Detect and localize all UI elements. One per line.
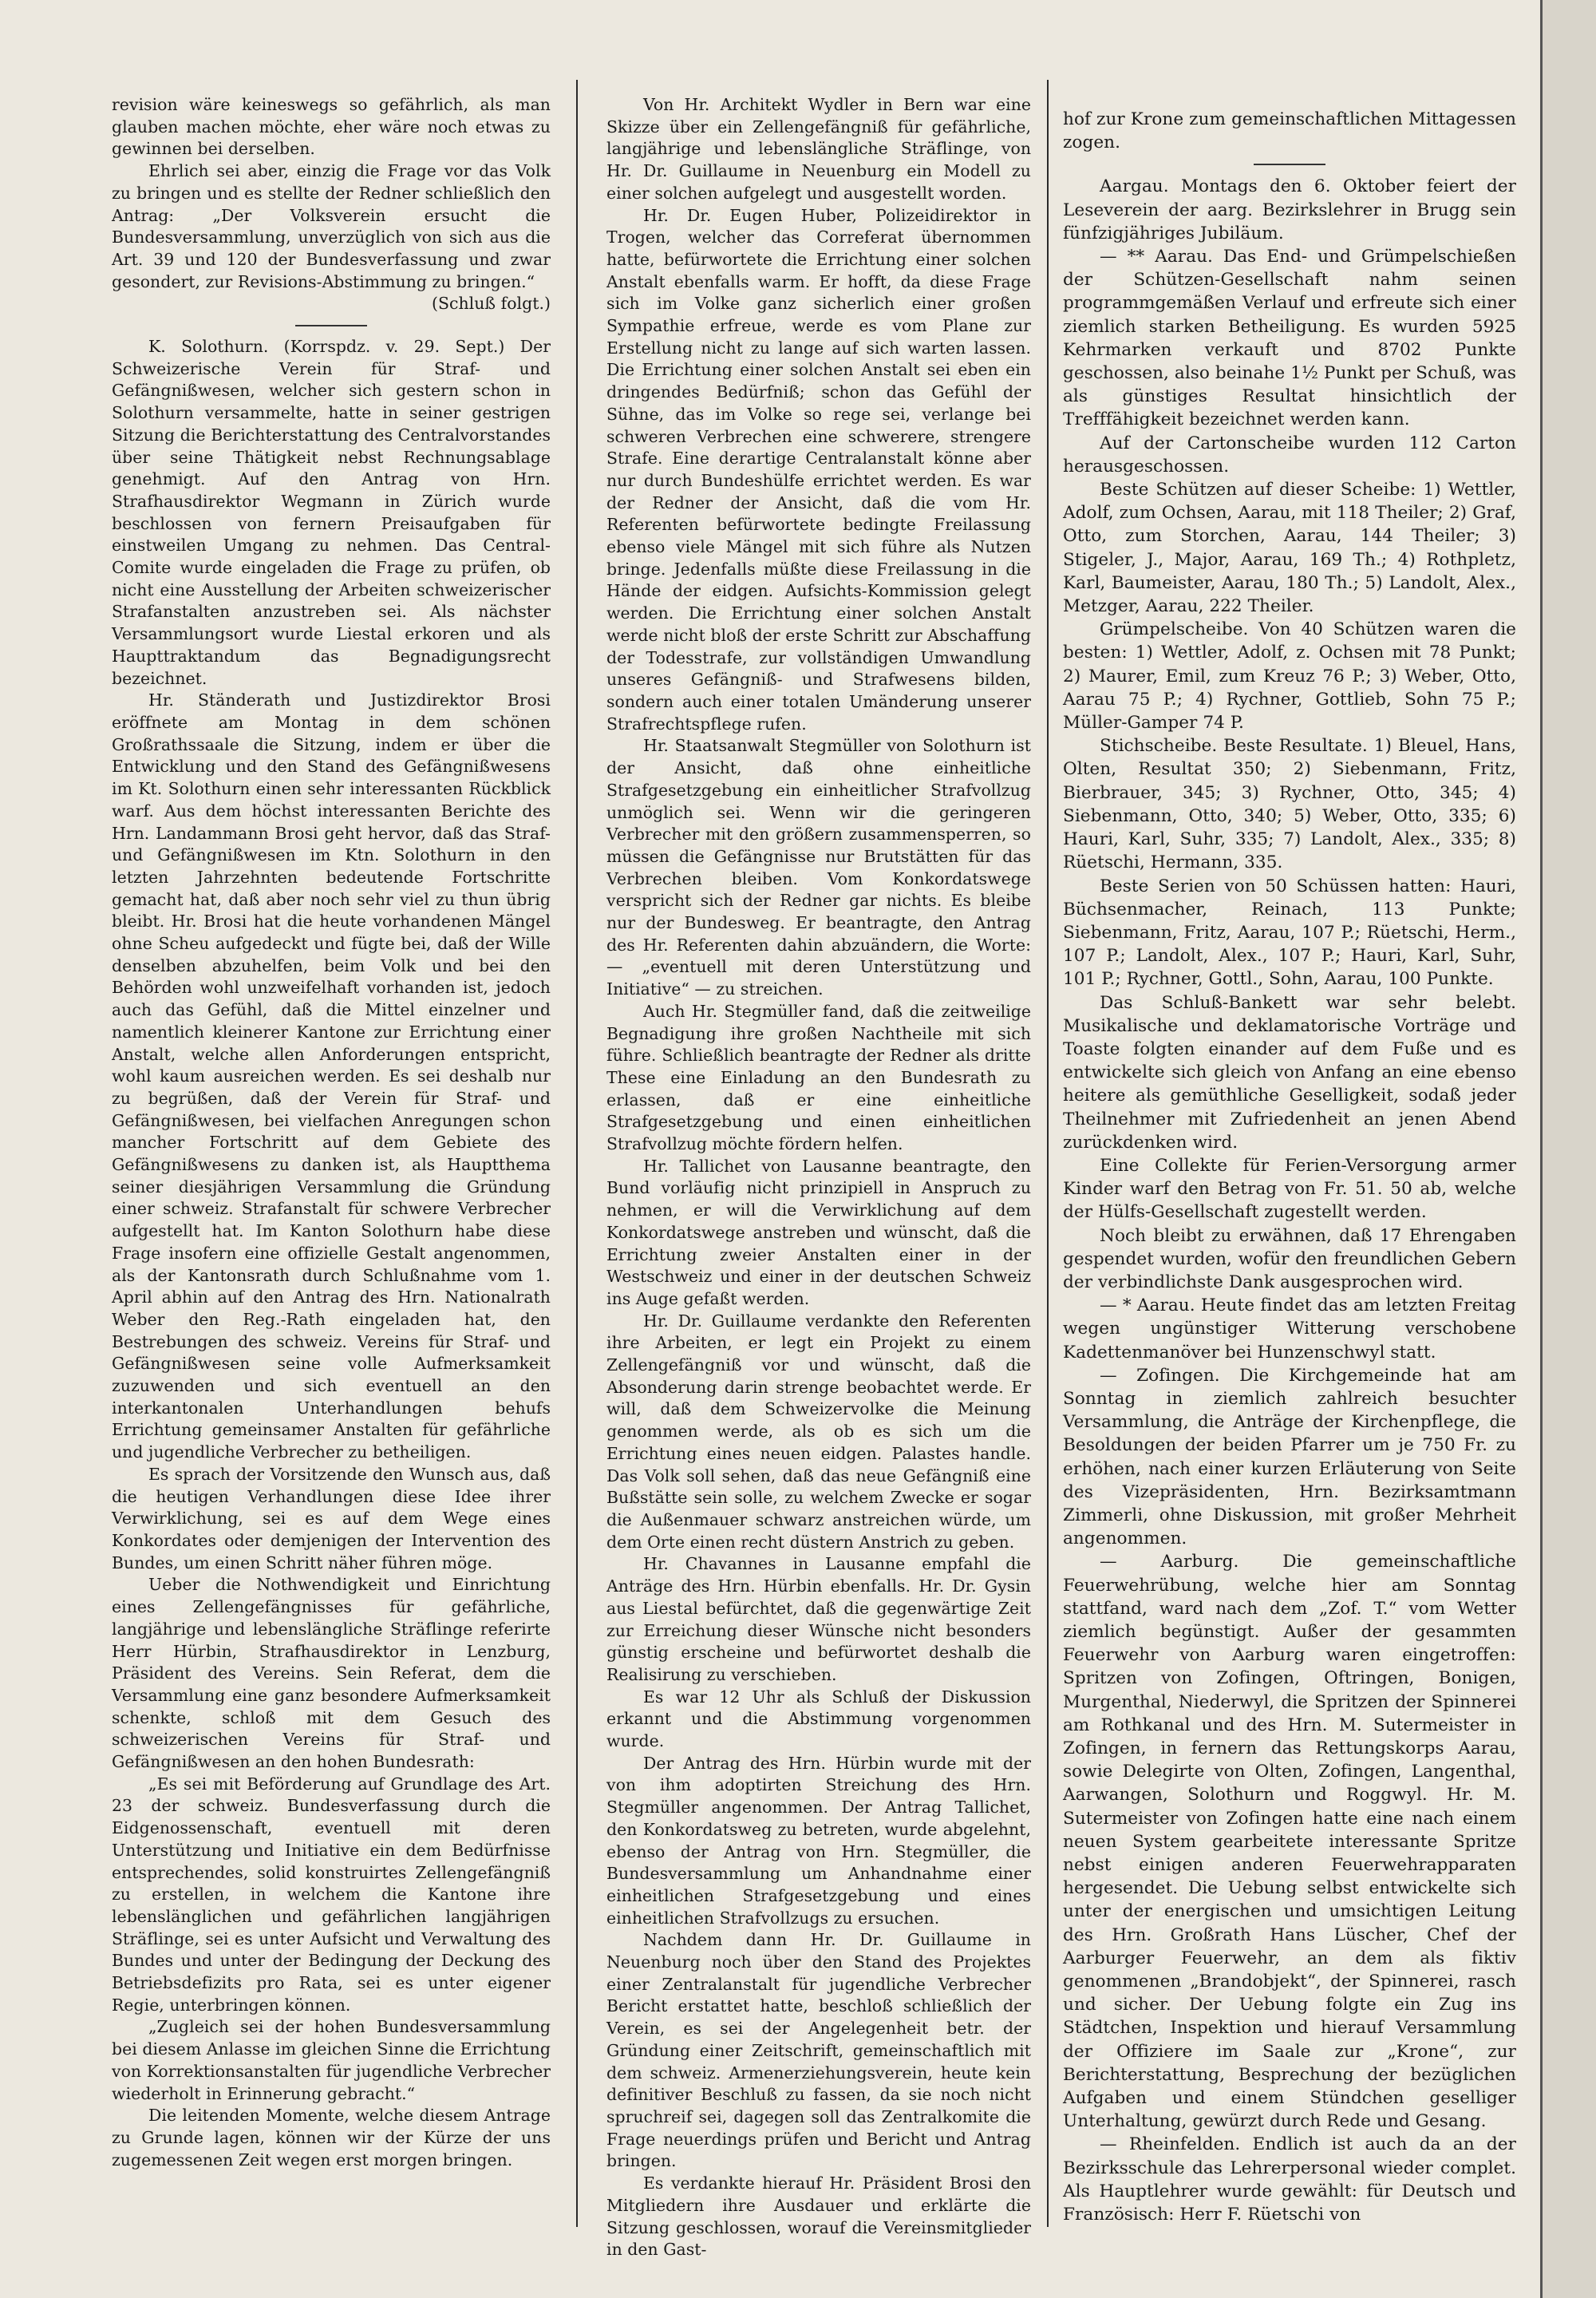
column-divider (576, 80, 578, 2227)
paragraph: — ** Aarau. Das End- und Grümpelschießen der Schützen-Gesellschaft nahm seinen programmgemäßen Verlauf und erfreute sich einer ziemlich starken Betheiligung. Es wurden 5925 Kehrmarken verkauft und 8702 Punkte geschossen, also beinahe 1½ Punkt per Schuß, was als günstiges Resultat hinsichtlich der Trefffähigkeit bezeichnet werden kann. (1063, 247, 1516, 430)
paragraph: Beste Schützen auf dieser Scheibe: 1) Wettler, Adolf, zum Ochsen, Aarau, mit 118 Theiler; 2) Graf, Otto, zum Storchen, Aarau, 144 Theiler; 3) Stigeler, J., Major, Aarau, 169 Th.; 4) Rothpletz, Karl, Baumeister, Aarau, 180 Th.; 5) Landolt, Alex., Metzger, Aarau, 222 Theiler. (1063, 480, 1516, 617)
paragraph: K. Solothurn. (Korrspdz. v. 29. Sept.) Der Schweizerische Verein für Straf- und Gefängnißwesen, welcher sich gestern schon in Solothurn versammelte, hatte in seiner gestrigen Sitzung die Berichterstattung des Centralvorstandes über seine Thätigkeit nebst Rechnungsablage genehmigt. Auf den Antrag von Hrn. Strafhausdirektor Wegmann in Zürich wurde beschlossen von fernern Preisaufgaben für einstweilen Umgang zu nehmen. Das Central-Comite wurde eingeladen die Frage zu prüfen, ob nicht eine Ausstellung der Arbeiten schweizerischer Strafanstalten anzustreben sei. Als nächster Versammlungsort wurde Liestal erkoren und als Haupttraktandum das Begnadigungsrecht bezeichnet. (112, 337, 551, 688)
paragraph: Noch bleibt zu erwähnen, daß 17 Ehrengaben gespendet wurden, wofür den freundlichen Gebern der verbindlichste Dank ausgesprochen wird. (1063, 1225, 1516, 1292)
paragraph: Es war 12 Uhr als Schluß der Diskussion erkannt und die Abstimmung vorgenommen wurde. (606, 1687, 1031, 1751)
paragraph: Hr. Dr. Eugen Huber, Polizeidirektor in Trogen, welcher das Correferat übernommen hatte, befürwortete die Errichtung einer solchen Anstalt ebenfalls warm. Er hofft, da diese Frage sich im Volke ganz sicherlich einer großen Sympathie erfreue, werde es vom Plane zur Erstellung nicht zu lange auf sich warten lassen. Die Errichtung einer solchen Anstalt sei eben ein dringendes Bedürfniß; schon das Gefühl der Sühne, das im Volke so rege sei, verlange bei schweren Verbrechen eine schwerere, strengere Strafe. Eine derartige Centralanstalt könne aber nur durch Bundeshülfe errichtet werden. Es war der Redner der Ansicht, daß die vom Hr. Referenten befürwortete bedingte Freilassung ebenso viele Mängel mit sich führe als Nutzen bringe. Jedenfalls müßte diese Freilassung in die Hände der eidgen. Aufsichts-Kommission gelegt werden. Die Errichtung einer solchen Anstalt werde nicht bloß der erste Schritt zur Abschaffung der Todesstrafe, zur vollständigen Umwandlung unseres Gefängniß- und Strafwesens bilden, sondern auch einer totalen Umänderung unserer Strafrechtspflege rufen. (606, 205, 1031, 734)
column-1 (112, 94, 551, 2171)
column-3 (1063, 108, 1516, 2226)
paragraph: — Zofingen. Die Kirchgemeinde hat am Sonntag in ziemlich zahlreich besuchter Versammlung, die Anträge der Kirchenpflege, die Besoldungen der beiden Pfarrer um je 750 Fr. zu erhöhen, nach einer kurzen Erläuterung von Seite des Vizepräsidenten, Hrn. Bezirksamtmann Zimmerli, ohne Diskussion, mit großer Mehrheit angenommen. (1063, 1365, 1516, 1549)
paragraph: Es verdankte hierauf Hr. Präsident Brosi den Mitgliedern ihre Ausdauer und erklärte die Sitzung geschlossen, worauf die Vereinsmitglieder in den Gast- (606, 2173, 1031, 2260)
paragraph: Stichscheibe. Beste Resultate. 1) Bleuel, Hans, Olten, Resultat 350; 2) Siebenmann, Fritz, Bierbrauer, 345; 3) Rychner, Otto, 345; 4) Siebenmann, Otto, 340; 5) Weber, Otto, 335; 6) Hauri, Karl, Suhr, 335; 7) Landolt, Alex., 335; 8) Rüetschi, Hermann, 335. (1063, 736, 1516, 873)
paragraph: „Es sei mit Beförderung auf Grundlage des Art. 23 der schweiz. Bundesverfassung durch die Eidgenossenschaft, eventuell mit deren Unterstützung und Initiative ein dem Bedürfnisse entsprechendes, solid konstruirtes Zellengefängniß zu erstellen, in welchem die Kantone ihre lebenslänglichen und gefährlichen langjährigen Sträflinge, sei es unter Aufsicht und Verwaltung des Bundes und unter der Bedingung der Deckung des Betriebsdefizits pro Rata, sei es unter eigener Regie, unterbringen können. (112, 1774, 551, 2015)
paragraph: Die leitenden Momente, welche diesem Antrage zu Grunde lagen, können wir der Kürze der uns zugemessenen Zeit wegen erst morgen bringen. (112, 2106, 551, 2169)
paragraph: Grümpelscheibe. Von 40 Schützen waren die besten: 1) Wettler, Adolf, z. Ochsen mit 78 Punkt; 2) Maurer, Emil, zum Kreuz 76 P.; 3) Weber, Otto, Aarau 75 P.; 4) Rychner, Gottlieb, Sohn 75 P.; Müller-Gamper 74 P. (1063, 619, 1516, 734)
column-divider (1047, 80, 1049, 2227)
paragraph: Hr. Ständerath und Justizdirektor Brosi eröffnete am Montag in dem schönen Großrathssaale die Sitzung, indem er über die Entwicklung und den Stand des Gefängnißwesens im Kt. Solothurn einen sehr interessanten Rückblick warf. Aus dem höchst interessanten Berichte des Hrn. Landammann Brosi geht hervor, daß das Straf- und Gefängnißwesen im Ktn. Solothurn in den letzten Jahrzehnten bedeutende Fortschritte gemacht hat, daß aber noch sehr viel zu thun übrig bleibt. Hr. Brosi hat die heute vorhandenen Mängel ohne Scheu aufgedeckt und fügte bei, daß der Wille denselben abzuhelfen, beim Volk und bei den Behörden wohl unzweifelhaft vorhanden ist, jedoch auch das Gefühl, daß die Mittel einzelner und namentlich kleinerer Kantone zur Errichtung einer Anstalt, welche allen Anforderungen entspricht, wohl kaum ausreichen werden. Es sei deshalb nur zu begrüßen, daß der Verein für Straf- und Gefängnißwesen, bei vielfachen Anregungen schon mancher Fortschritt auf dem Gebiete des Gefängnißwesens zu danken ist, als Hauptthema seiner diesjährigen Versammlung die Gründung einer schweiz. Strafanstalt für schwere Verbrecher aufgestellt hat. Im Kanton Solothurn habe diese Frage insofern eine offizielle Gestalt angenommen, als der Kantonsrath durch Schlußnahme vom 1. April abhin auf den Antrag des Hrn. Nationalrath Weber den Reg.-Rath eingeladen hat, den Bestrebungen des schweiz. Vereins für Straf- und Gefängnißwesen seine volle Aufmerksamkeit zuzuwenden und sich eventuell an den interkantonalen Unterhandlungen behufs Errichtung gemeinsamer Anstalten für gefährliche und jugendliche Verbrecher zu betheiligen. (112, 690, 551, 1462)
paragraph: Auf der Cartonscheibe wurden 112 Carton herausgeschossen. (1063, 433, 1516, 477)
section-separator (1254, 164, 1325, 165)
paragraph: revision wäre keineswegs so gefährlich, als man glauben machen möchte, eher wäre noch etwas zu gewinnen bei derselben. (112, 95, 551, 159)
paragraph: hof zur Krone zum gemeinschaftlichen Mittagessen zogen. (1063, 109, 1516, 153)
paragraph: Hr. Chavannes in Lausanne empfahl die Anträge des Hrn. Hürbin ebenfalls. Hr. Dr. Gysin aus Liestal befürchtet, daß die gegenwärtige Zeit zur Erreichung dieser Wünsche nicht besonders günstig erscheine und befürwortet deshalb die Realisirung zu verschieben. (606, 1554, 1031, 1684)
adjacent-page-edge (1540, 0, 1596, 2298)
paragraph: Der Antrag des Hrn. Hürbin wurde mit der von ihm adoptirten Streichung des Hrn. Stegmüller angenommen. Der Antrag Tallichet, den Konkordatsweg zu betreten, wurde abgelehnt, ebenso der Antrag von Hrn. Stegmüller, die Bundesversammlung um Anhandnahme einer einheitlichen Strafgesetzgebung und eines einheitlichen Strafvollzugs zu ersuchen. (606, 1753, 1031, 1928)
paragraph: — Rheinfelden. Endlich ist auch da an der Bezirksschule das Lehrerpersonal wieder complet. Als Hauptlehrer wurde gewählt: für Deutsch und Französisch: Herr F. Rüetschi von (1063, 2134, 1516, 2225)
paragraph: Nachdem dann Hr. Dr. Guillaume in Neuenburg noch über den Stand des Projektes einer Zentralanstalt für jugendliche Verbrecher Bericht erstattet hatte, beschloß schließlich der Verein, es sei der Angelegenheit betr. der Gründung einer Zeitschrift, gemeinschaftlich mit dem schweiz. Armenerziehungsverein, heute kein definitiver Beschluß zu fassen, da sie noch nicht spruchreif sei, dagegen soll das Zentralkomite die Frage neuerdings prüfen und Bericht und Antrag bringen. (606, 1930, 1031, 2171)
paragraph: — * Aarau. Heute findet das am letzten Freitag wegen ungünstiger Witterung verschobene Kadettenmanöver bei Hunzenschwyl statt. (1063, 1295, 1516, 1363)
paragraph: Es sprach der Vorsitzende den Wunsch aus, daß die heutigen Verhandlungen diese Idee ihrer Verwirklichung, sei es auf dem Wege eines Konkordates oder demjenigen der Intervention des Bundes, um einen Schritt näher führen möge. (112, 1464, 551, 1572)
paragraph: „Zugleich sei der hohen Bundesversammlung bei diesem Anlasse im gleichen Sinne die Errichtung von Korrektionsanstalten für jugendliche Verbrecher wiederholt in Erinnerung gebracht.“ (112, 2017, 551, 2103)
continuation-note: (Schluß folgt.) (431, 294, 551, 314)
paragraph: Das Schluß-Bankett war sehr belebt. Musikalische und deklamatorische Vorträge und Toaste folgten einander auf dem Fuße und es entwickelte sich gleich von Anfang an eine ebenso heitere als gemüthliche Geselligkeit, sodaß jeder Theilnehmer mit Zufriedenheit an jenen Abend zurückdenken wird. (1063, 992, 1516, 1153)
paragraph: Auch Hr. Stegmüller fand, daß die zeitweilige Begnadigung ihre großen Nachtheile mit sich führe. Schließlich beantragte der Redner als dritte These eine Einladung an den Bundesrath zu erlassen, daß er eine einheitliche Strafgesetzgebung und einen einheitlichen Strafvollzug möchte fördern helfen. (606, 1001, 1031, 1154)
paragraph: — Aarburg. Die gemeinschaftliche Feuerwehrübung, welche hier am Sonntag stattfand, ward nach dem „Zof. T.“ vom Wetter ziemlich begünstigt. Außer der gesammten Feuerwehr von Aarburg waren eingetroffen: Spritzen von Zofingen, Oftringen, Bonigen, Murgenthal, Niederwyl, die Spritzen der Spinnerei am Rothkanal und des Hrn. M. Sutermeister in Zofingen, in fernern das Rettungskorps Aarau, sowie Delegirte von Olten, Zofingen, Langenthal, Aarwangen, Solothurn und Roggwyl. Hr. M. Sutermeister von Zofingen hatte eine nach einem neuen System gearbeitete interessante Spritze nebst einigen anderen Feuerwehrapparaten hergesendet. Die Uebung selbst entwickelte sich unter der energischen und umsichtigen Leitung des Hrn. Großrath Hans Lüscher, Chef der Aarburger Feuerwehr, an dem als fiktiv genommenen „Brandobjekt“, der Spinnerei, rasch und sicher. Der Uebung folgte ein Zug ins Städtchen, Inspektion und hierauf Versammlung der Offiziere im Saale zur „Krone“, zur Berichterstattung, Besprechung der bezüglichen Aufgaben und einem Stündchen geselliger Unterhaltung, gewürzt durch Rede und Gesang. (1063, 1552, 1516, 2132)
section-separator (295, 325, 367, 326)
paragraph: Von Hr. Architekt Wydler in Bern war eine Skizze über ein Zellengefängniß für gefährliche, langjährige und lebenslängliche Sträflinge, von Hr. Dr. Guillaume in Neuenburg ein Modell zu einer solchen aufgelegt und ausgestellt worden. (606, 95, 1031, 203)
paragraph: Ueber die Nothwendigkeit und Einrichtung eines Zellengefängnisses für gefährliche, langjährige und lebenslängliche Sträflinge referirte Herr Hürbin, Strafhausdirektor in Lenzburg, Präsident des Vereins. Sein Referat, dem die Versammlung eine ganz besondere Aufmerksamkeit schenkte, schloß mit dem Gesuch des schweizerischen Vereins für Straf- und Gefängnißwesen an den hohen Bundesrath: (112, 1575, 551, 1772)
paragraph: Hr. Staatsanwalt Stegmüller von Solothurn ist der Ansicht, daß ohne einheitliche Strafgesetzgebung ein einheitlicher Strafvollzug unmöglich sei. Wenn wir die geringeren Verbrecher mit den größern zusammensperren, so müssen die Gefängnisse nur Brutstätten für das Verbrechen bleiben. Vom Konkordatswege verspricht sich der Redner gar nichts. Es bleibe nur der Bundesweg. Er beantragte, den Antrag des Hr. Referenten dahin abzuändern, die Worte: — „eventuell mit deren Unterstützung und Initiative“ — zu streichen. (606, 736, 1031, 999)
paragraph: Ehrlich sei aber, einzig die Frage vor das Volk zu bringen und es stellte der Redner schließlich den Antrag: „Der Volksverein ersucht die Bundesversammlung, unverzüglich von sich aus die Art. 39 und 120 der Bundesverfassung und zwar gesondert, zur Revisions-Abstimmung zu bringen.“ (112, 161, 551, 291)
paragraph: Hr. Dr. Guillaume verdankte den Referenten ihre Arbeiten, er legt ein Projekt zu einem Zellengefängniß vor und wünscht, daß die Absonderung darin strenge beobachtet werde. Er will, daß dem Schweizervolke die Meinung genommen werde, als ob es sich um die Errichtung eines neuen eidgen. Palastes handle. Das Volk soll sehen, daß das neue Gefängniß eine Bußstätte sein solle, zu welchem Zwecke er sogar die Außenmauer schwarz anstreichen würde, um dem Orte einen recht düstern Anstrich zu geben. (606, 1311, 1031, 1552)
paragraph: Eine Collekte für Ferien-Versorgung armer Kinder warf den Betrag von Fr. 51. 50 ab, welche der Hülfs-Gesellschaft zugestellt werden. (1063, 1155, 1516, 1223)
paragraph: Hr. Tallichet von Lausanne beantragte, den Bund vorläufig nicht prinzipiell in Anspruch zu nehmen, er will die Verwirklichung auf dem Konkordatswege anstreben und wünscht, daß die Errichtung zweier Anstalten einer in der Westschweiz und einer in der deutschen Schweiz ins Auge gefaßt werden. (606, 1156, 1031, 1308)
column-2 (606, 94, 1031, 2261)
paragraph: Beste Serien von 50 Schüssen hatten: Hauri, Büchsenmacher, Reinach, 113 Punkte; Siebenmann, Fritz, Aarau, 107 P.; Rüetschi, Herm., 107 P.; Landolt, Alex., 107 P.; Hauri, Karl, Suhr, 101 P.; Rychner, Gottl., Sohn, Aarau, 100 Punkte. (1063, 876, 1516, 990)
paragraph: Aargau. Montags den 6. Oktober feiert der Leseverein der aarg. Bezirkslehrer in Brugg sein fünfzigjähriges Jubiläum. (1063, 176, 1516, 243)
